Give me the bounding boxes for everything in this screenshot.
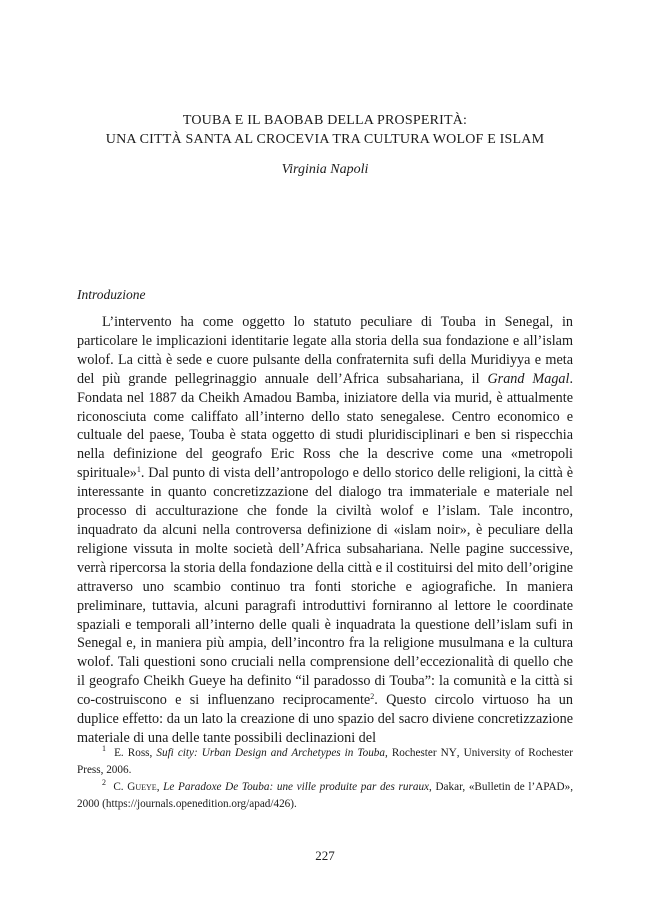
body-text-segment: . Dal punto di vista dell’antropologo e dello storico delle religioni, la città è interessante in quanto concretizzazione del dialogo tra immateriale e materiale nel processo di acculturazione che fonde la civiltà wolof e l’islam. Tale incontro, inquadrato da alcuni nella controversa definizione di «islam noir», è peculiare della religione vissuta in molte società dell’Africa subsahariana. Nelle pagine successive, verrà ripercorsa la storia della fondazione della città e il costituirsi del mito dell’origine attraverso uno scambio continuo tra fonti storiche e agiografiche. In maniera preliminare, tuttavia, alcuni paragrafi introduttivi forniranno al lettore le coordinate spaziali e temporali all’interno delle quali è inquadrata la questione dell’islam sufi in Senegal e, in maniera più ampia, dell’incontro fra la religione musulmana e la cultura wolof. Tali questioni sono cruciali nella comprensione dell’eccezionalità di quello che il geografo Cheikh Gueye ha definito “il paradosso di Touba”: la comunità e la città si co-costruiscono e si influenzano reciprocamente	[77, 465, 573, 709]
footnote-text: , Dakar, «Bulletin de l’	[429, 781, 536, 793]
body-text-segment: . Fondata nel 1887 da Cheikh Amadou Bamba, iniziatore della via murid, è attualmente riconosciuta come califfato all’interno dello stato senegalese. Centro economico e cultuale del paese, Touba è stata oggetto di studi pluridisciplinari e ben si rispecchia nella definizione del geografo Eric Ross che la descrive come una «metropoli spirituale»	[77, 370, 573, 482]
author-name: Virginia Napoli	[281, 162, 369, 177]
footnote-author: E. Ross,	[114, 747, 157, 759]
footnote-text: ,	[156, 781, 164, 793]
footnote-author-initial: C.	[113, 781, 128, 793]
body-text-segment: . Questo circolo virtuoso ha un duplice effetto: da un lato la creazione di uno spazio del sacro diviene concretizzazione materiale di una delle tante possibili declinazioni del	[77, 692, 573, 746]
footnote-number: 2	[102, 778, 106, 787]
footnote-text: », 2000 (https://journals.openedition.org/apad/426).	[77, 781, 574, 810]
footnote-title: Sufi city: Urban Design and Archetypes in Touba	[156, 747, 385, 759]
footnotes	[77, 745, 573, 813]
footnote-number: 1	[102, 744, 106, 753]
article-title-line-2: UNA CITTÀ SANTA AL CROCEVIA TRA CULTURA WOLOF E ISLAM	[105, 132, 545, 147]
article-title-line-1: TOUBA E IL BAOBAB DELLA PROSPERITÀ:	[182, 113, 468, 128]
footnote-reference: 1	[136, 465, 141, 475]
body-italic-term: Grand Magal	[487, 370, 570, 387]
footnote-text: , University of Rochester Press, 2006.	[77, 747, 574, 776]
body-paragraph	[77, 313, 573, 748]
footnote-text: , Rochester	[385, 747, 441, 759]
footnote-reference: 2	[370, 692, 375, 702]
footnote-small-caps: APAD	[535, 781, 565, 793]
footnote-1	[77, 745, 573, 779]
footnote-author-name: Gueye	[127, 781, 157, 793]
body-text	[77, 313, 573, 748]
section-heading: Introduzione	[77, 287, 146, 302]
page-number: 227	[315, 848, 335, 863]
footnote-2	[77, 779, 573, 813]
footnote-title: Le Paradoxe De Touba: une ville produite par des ruraux	[163, 781, 430, 793]
body-text-segment: L’intervento ha come oggetto lo statuto peculiare di Touba in Senegal, in particolare le implicazioni identitarie legate alla storia della sua fondazione e all’islam wolof. La città è sede e cuore pulsante della confraternita sufi della Muridiyya e meta del più grande pellegrinaggio annuale dell’Africa subsahariana, il	[77, 314, 573, 387]
footnote-small-caps: NY	[440, 747, 457, 759]
